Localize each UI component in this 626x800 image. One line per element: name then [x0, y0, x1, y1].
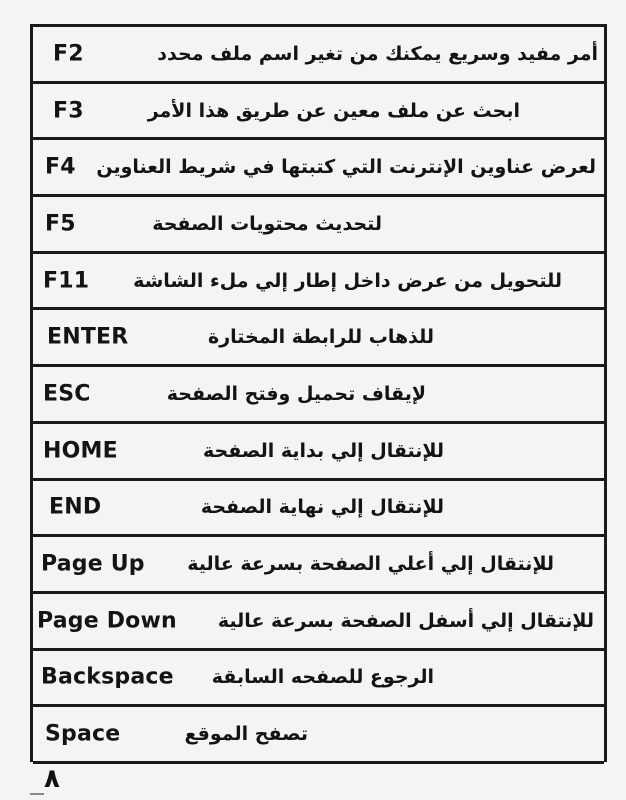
table-row [33, 594, 604, 651]
table-row [33, 27, 604, 84]
key-label: F3 [53, 98, 84, 124]
key-description: للإنتقال إلي أسفل الصفحة بسرعة عالية [217, 609, 594, 632]
table-row [33, 651, 604, 708]
key-description: الرجوع للصفحه السابقة [211, 666, 434, 689]
key-label: Page Up [41, 551, 145, 577]
table-row [33, 84, 604, 141]
page-number: ٨ [44, 764, 60, 794]
key-label: Backspace [41, 664, 174, 690]
key-label: END [49, 494, 102, 520]
key-description: تصفح الموقع [184, 723, 308, 746]
table-row [33, 481, 604, 538]
table-row [33, 197, 604, 254]
key-label: F11 [43, 268, 90, 294]
table-row [33, 310, 604, 367]
key-description: أمر مفيد وسريع يمكنك من تغير اسم ملف محدد [157, 42, 598, 65]
key-description: للذهاب للرابطة المختارة [207, 326, 434, 349]
key-label: F4 [45, 154, 76, 180]
table-row [33, 424, 604, 481]
table-row [33, 537, 604, 594]
table-row [33, 140, 604, 197]
key-label: F2 [53, 41, 84, 67]
key-label: Page Down [37, 608, 177, 634]
table-row [33, 367, 604, 424]
key-description: ابحث عن ملف معين عن طريق هذا الأمر [147, 99, 520, 122]
key-label: F5 [45, 211, 76, 237]
key-description: لعرض عناوين الإنترنت التي كتبتها في شريط العناوين [96, 156, 596, 179]
corner-mark [30, 793, 44, 799]
key-label: ESC [43, 381, 91, 407]
key-label: ENTER [47, 324, 129, 350]
key-description: لإيقاف تحميل وفتح الصفحة [166, 382, 426, 405]
key-description: لتحديث محتويات الصفحة [152, 212, 382, 235]
key-description: للتحويل من عرض داخل إطار إلي ملء الشاشة [133, 269, 562, 292]
key-label: Space [45, 721, 121, 747]
key-description: للإنتقال إلي أعلي الصفحة بسرعة عالية [187, 553, 554, 576]
key-description: للإنتقال إلي بداية الصفحة [203, 439, 444, 462]
key-description: للإنتقال إلي نهاية الصفحة [200, 496, 444, 519]
table-row [33, 254, 604, 311]
shortcut-table [30, 24, 607, 762]
table-row [33, 707, 604, 764]
key-label: HOME [43, 438, 118, 464]
